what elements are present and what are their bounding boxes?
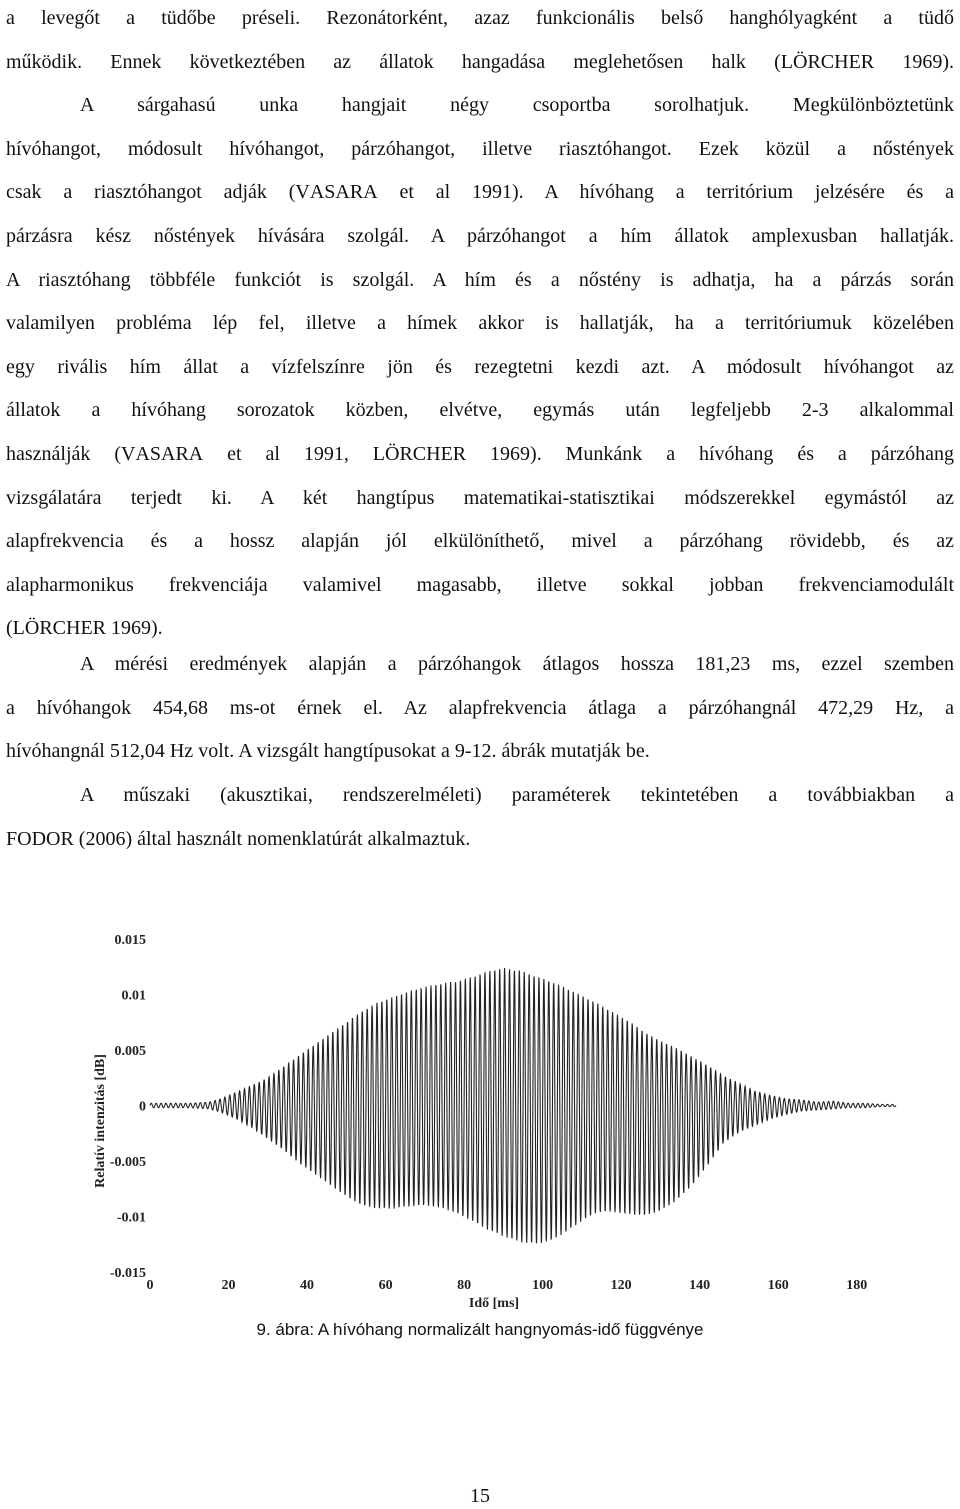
text-line (6, 484, 954, 512)
text-segment: használják (V (6, 443, 136, 465)
y-tick-label: 0.01 (121, 988, 146, 1004)
text-segment: állatok a hívóhang sorozatok közben, elvétve, egymás után legfeljebb 2-3 alkalommal (6, 399, 954, 422)
text-segment: A műszaki (akusztikai, rendszerelméleti) paraméterek tekintetében a továbbiakban a (80, 784, 954, 806)
text-segment: alapharmonikus frekvenciája valamivel magasabb, illetve sokkal jobban frekvenciamodulált (6, 573, 954, 596)
text-segment: alapfrekvencia és a hossz alapján jól elkülöníthető, mivel a párzóhang rövidebb, és az (6, 530, 954, 553)
x-tick-label: 180 (846, 1278, 868, 1293)
text-line (6, 135, 954, 163)
x-tick-label: 120 (610, 1278, 632, 1293)
x-tick-label: 40 (300, 1278, 315, 1293)
text-line (6, 440, 954, 468)
text-segment: et al 1991). A hívóhang a territórium jelzésére és a (377, 181, 954, 204)
author-name-smallcaps: ASARA (135, 443, 204, 465)
y-axis-label: Relatív intenzitás [dB] (93, 1054, 108, 1188)
y-tick-label: 0.015 (114, 933, 146, 948)
text-line (6, 825, 954, 853)
x-tick-label: 60 (378, 1278, 393, 1293)
y-tick-label: 0 (139, 1099, 146, 1115)
waveform-series (150, 968, 896, 1243)
author-name-smallcaps: ÖRCHER (385, 443, 467, 465)
y-tick-label: -0.005 (109, 1155, 146, 1170)
text-segment: hívóhangot, módosult hívóhangot, párzóhangot, illetve riasztóhangot. Ezek közül a nőstények (6, 137, 954, 160)
text-segment: párzásra kész nőstények hívására szolgál. A párzóhangot a hím állatok amplexusban hallatják. (6, 225, 954, 247)
text-segment: egy rivális hím állat a vízfelszínre jön és rezegtetni kezdi azt. A módosult hívóhangot az (6, 355, 954, 378)
text-line (6, 266, 954, 294)
text-line (6, 178, 954, 206)
text-line (6, 396, 954, 424)
text-segment: 1969). (874, 50, 954, 73)
text-line (6, 353, 954, 381)
y-tick-label: -0.01 (116, 1210, 146, 1226)
x-tick-label: 0 (146, 1278, 154, 1293)
text-segment: a levegőt a tüdőbe préseli. Rezonátorként, azaz funkcionális belső hanghólyagként a tüdő (6, 7, 954, 29)
text-segment: működik. Ennek következtében az állatok hangadása meglehetősen halk (L (6, 50, 794, 73)
text-segment: vizsgálatára terjedt ki. A két hangtípus matematikai-statisztikai módszerekkel egymástól az (6, 486, 954, 509)
text-segment: A mérési eredmények alapján a párzóhangok átlagos hossza 181,23 ms, ezzel szemben (80, 653, 954, 675)
y-axis-ticks (110, 933, 146, 1281)
x-tick-label: 140 (689, 1278, 711, 1293)
text-segment: 1969). Munkánk a hívóhang és a párzóhang (466, 443, 955, 465)
author-name-smallcaps: ASARA (309, 181, 378, 204)
waveform-plot (150, 968, 896, 1243)
text-segment: (2006) által használt nomenklatúrát alkalmaztuk. (73, 827, 471, 850)
text-line (6, 48, 954, 76)
author-name-smallcaps: ODOR (17, 827, 74, 850)
text-line (6, 781, 954, 809)
text-line (6, 527, 954, 555)
text-line (6, 309, 954, 337)
waveform-chart (70, 918, 950, 1318)
text-line (6, 737, 954, 765)
x-tick-label: 80 (457, 1278, 472, 1293)
author-name-smallcaps: ÖRCHER (24, 617, 107, 640)
text-segment: A riasztóhang többféle funkciót is szolgál. A hím és a nőstény is adhatja, ha a párzás során (6, 268, 954, 291)
x-axis-ticks (147, 1278, 868, 1293)
x-tick-label: 20 (221, 1278, 236, 1293)
author-name-smallcaps: ÖRCHER (793, 50, 875, 73)
text-line (6, 614, 954, 642)
y-tick-label: -0.015 (109, 1266, 146, 1281)
figure-caption: 9. ábra: A hívóhang normalizált hangnyomás-idő függvénye (256, 1320, 704, 1339)
x-tick-label: 100 (532, 1278, 554, 1293)
text-segment: valamilyen probléma lép fel, illetve a hímek akkor is hallatják, ha a territóriumuk közelében (6, 312, 954, 335)
text-segment: A sárgahasú unka hangjait négy csoportba sorolhatjuk. Megkülönböztetünk (80, 94, 954, 117)
text-segment: csak a riasztóhangot adják (V (6, 181, 310, 204)
text-line (6, 4, 954, 32)
text-segment: hívóhangnál 512,04 Hz volt. A vizsgált hangtípusokat a 9-12. ábrák mutatják be. (6, 740, 650, 763)
text-segment: F (6, 827, 18, 850)
text-line (6, 222, 954, 250)
x-axis-label: Idő [ms] (468, 1296, 520, 1311)
text-segment: a hívóhangok 454,68 ms-ot érnek el. Az alapfrekvencia átlaga a párzóhangnál 472,29 Hz, a (6, 696, 954, 719)
text-segment: et al 1991, L (203, 443, 385, 465)
text-segment: 1969). (106, 617, 163, 640)
y-tick-label: 0.005 (114, 1044, 146, 1059)
text-line (6, 91, 954, 119)
text-line (6, 650, 954, 678)
page-number: 15 (470, 1485, 490, 1507)
text-line (6, 571, 954, 599)
text-line (6, 694, 954, 722)
x-tick-label: 160 (767, 1278, 789, 1293)
text-segment: (L (6, 617, 25, 640)
